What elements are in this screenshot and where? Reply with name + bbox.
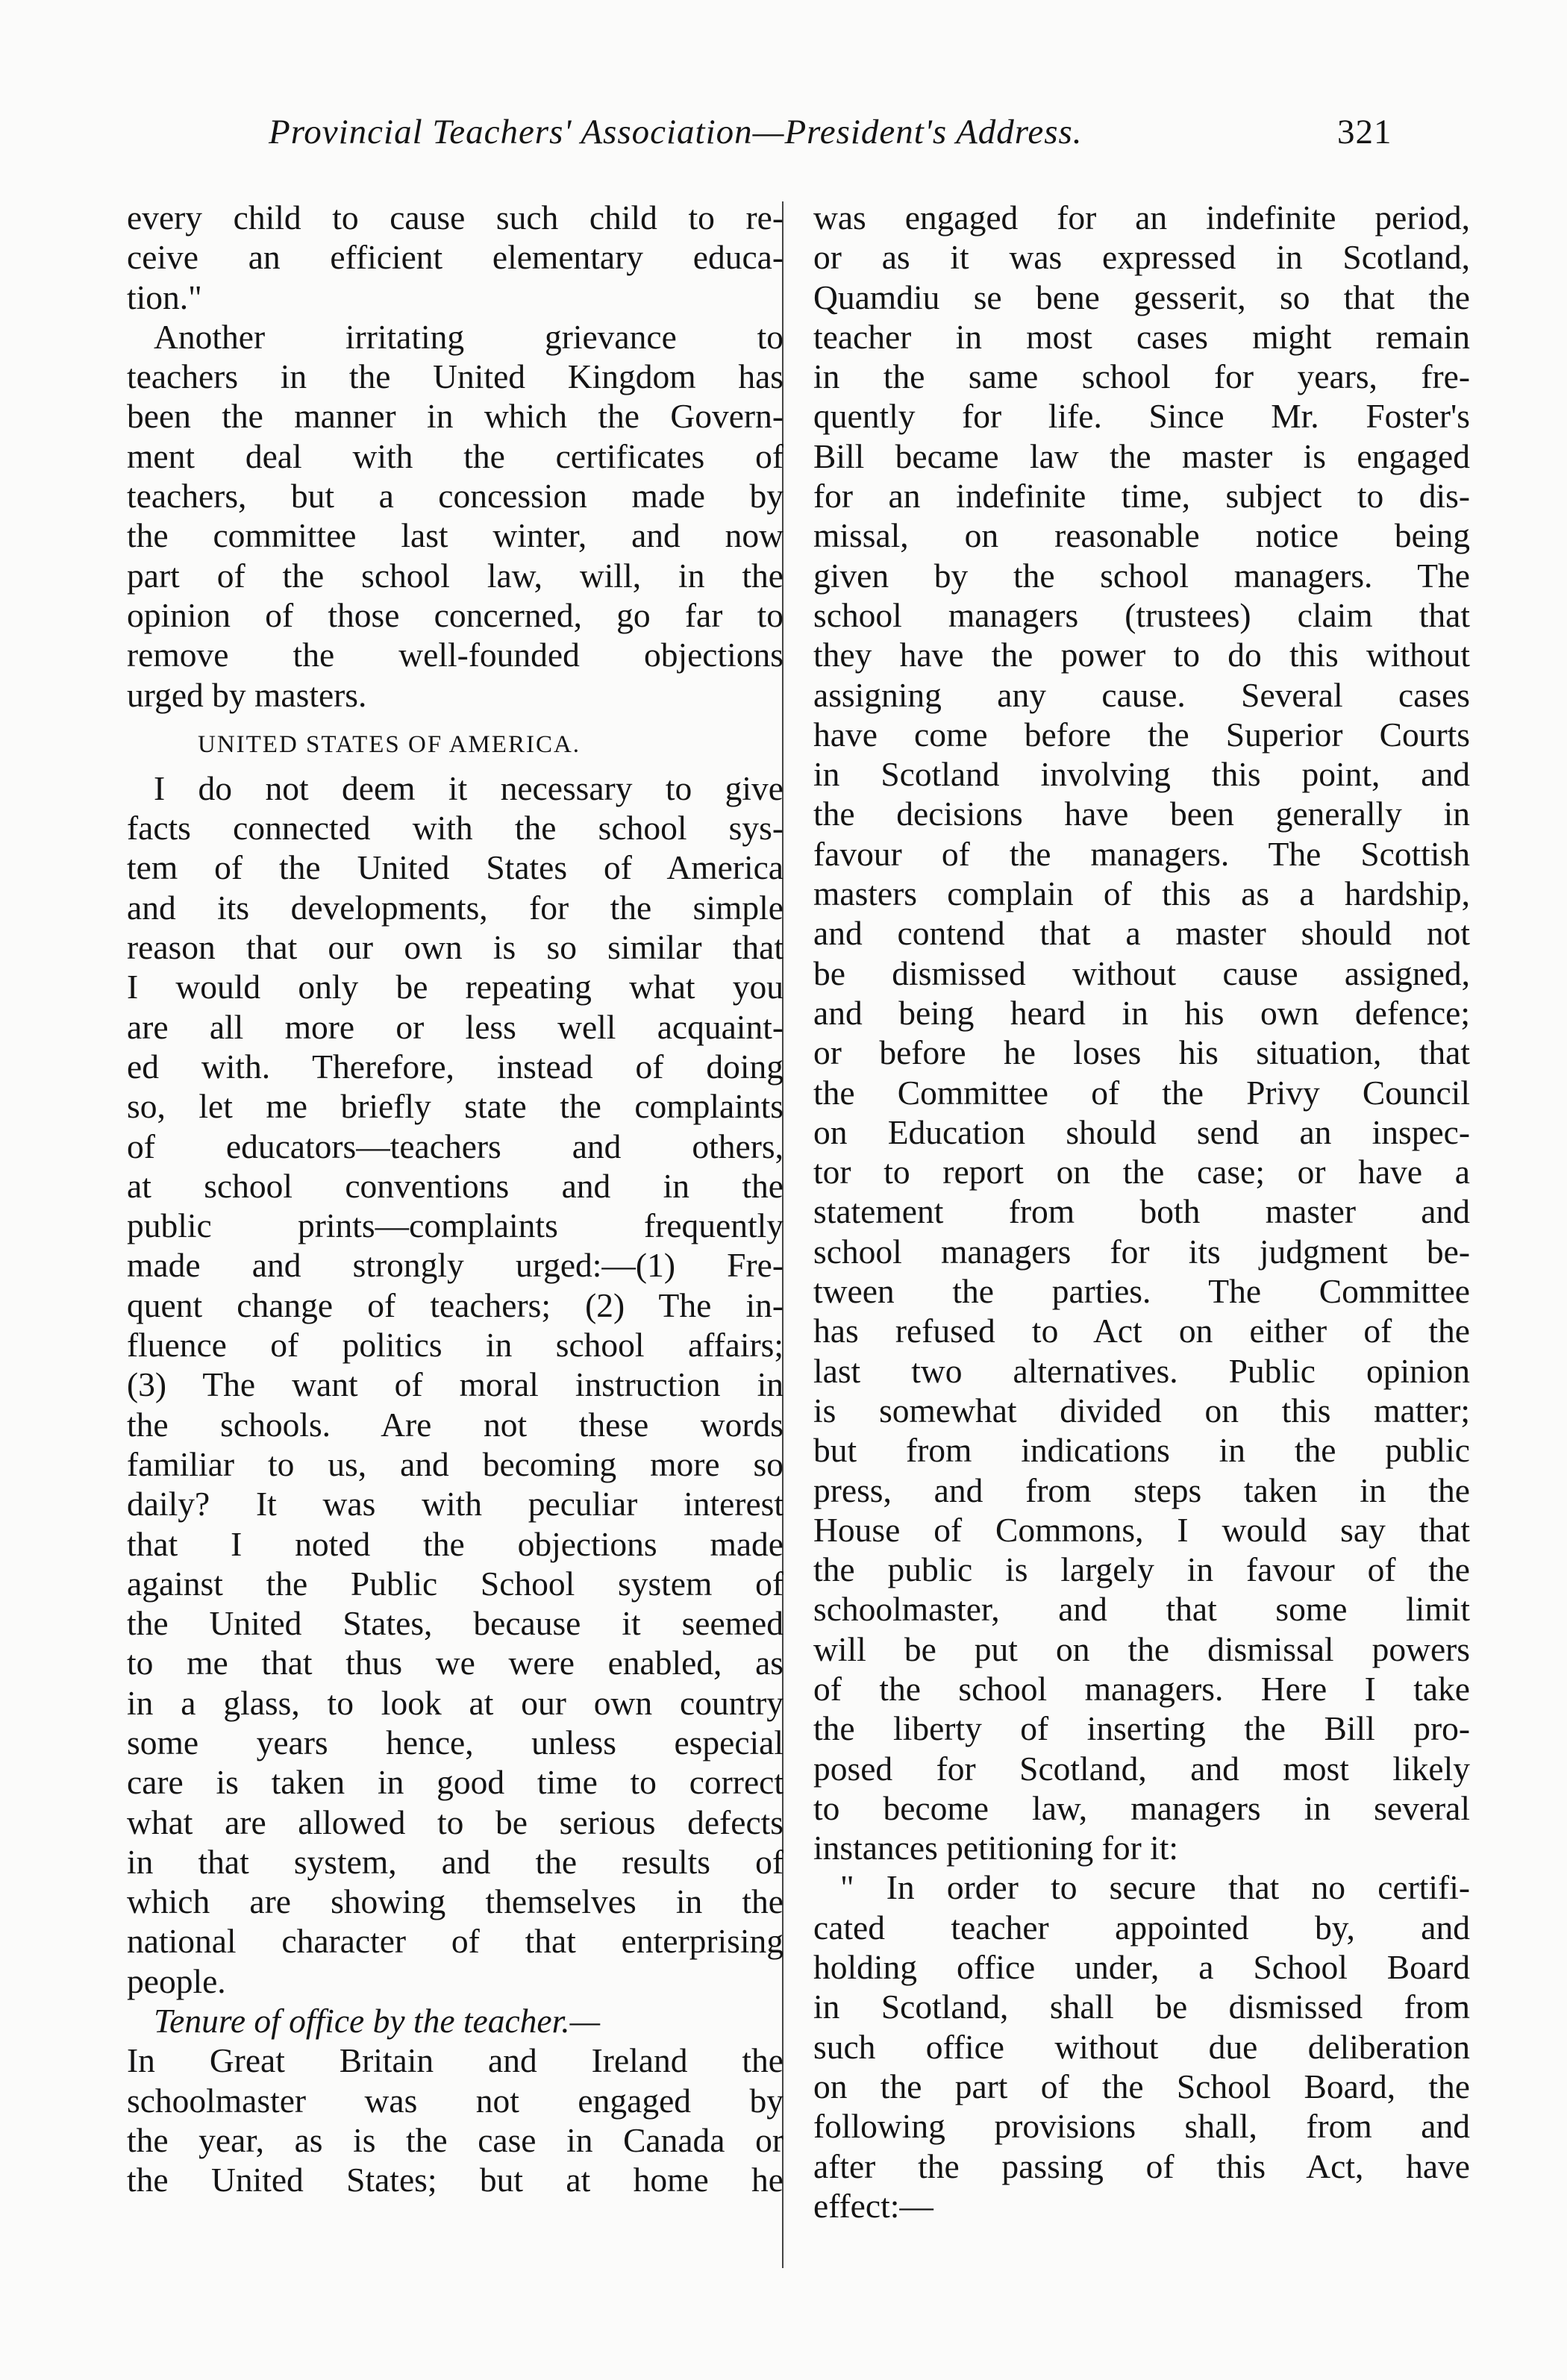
text-line: schoolmaster was not engaged by (127, 2081, 784, 2120)
text-line: the liberty of inserting the Bill pro- (813, 1709, 1470, 1748)
text-line: and its developments, for the simple (127, 888, 784, 927)
text-line: statement from both master and (813, 1192, 1470, 1231)
text-line: at school conventions and in the (127, 1166, 784, 1205)
text-line: every child to cause such child to re- (127, 198, 784, 237)
text-line: daily? It was with peculiar interest (127, 1485, 784, 1523)
text-line: in a glass, to look at our own country (127, 1683, 784, 1722)
text-line: school managers (trustees) claim that (813, 595, 1470, 634)
text-line: of educators—teachers and others, (127, 1127, 784, 1165)
text-line: tion." (127, 278, 202, 316)
text-line: so, let me briefly state the complaints (127, 1087, 784, 1126)
text-line: masters complain of this as a hardship, (813, 874, 1470, 913)
text-line: public prints—complaints frequently (127, 1206, 784, 1245)
page-number: 321 (1337, 113, 1392, 151)
tenure-heading: Tenure of office by the teacher.— (154, 2002, 601, 2041)
text-line: Bill became law the master is engaged (813, 436, 1470, 475)
text-line: schoolmaster, and that some limit (813, 1590, 1470, 1629)
text-line: Another irritating grievance to (154, 317, 784, 356)
text-line: urged by masters. (127, 675, 367, 714)
text-line: and contend that a master should not (813, 914, 1470, 953)
text-line: are all more or less well acquaint- (127, 1007, 784, 1046)
text-line: tween the parties. The Committee (813, 1272, 1470, 1311)
right-column (813, 198, 1470, 2226)
text-line: in the same school for years, fre- (813, 357, 1470, 396)
text-line: has refused to Act on either of the (813, 1312, 1470, 1350)
text-line: missal, on reasonable notice being (813, 516, 1470, 555)
text-line: care is taken in good time to correct (127, 1763, 784, 1802)
text-line: national character of that enterprising (127, 1922, 784, 1961)
text-line: school managers for its judgment be- (813, 1232, 1470, 1271)
text-line: or as it was expressed in Scotland, (813, 238, 1470, 277)
text-line: the year, as is the case in Canada or (127, 2120, 784, 2159)
text-line: following provisions shall, from and (813, 2107, 1470, 2146)
text-line: familiar to us, and becoming more so (127, 1444, 784, 1483)
running-header (269, 112, 1392, 164)
text-line: have come before the Superior Courts (813, 715, 1470, 754)
text-line: the United States; but at home he (127, 2161, 784, 2199)
text-line: on the part of the School Board, the (813, 2067, 1470, 2105)
text-line: remove the well-founded objections (127, 636, 784, 674)
text-line: in Scotland, shall be dismissed from (813, 1988, 1470, 2026)
text-line: assigning any cause. Several cases (813, 675, 1470, 714)
text-line: Quamdiu se bene gesserit, so that the (813, 278, 1470, 316)
text-line: teacher in most cases might remain (813, 317, 1470, 356)
text-line: of the school managers. Here I take (813, 1669, 1470, 1708)
text-line: " In order to secure that no certifi- (840, 1868, 1470, 1907)
text-line: such office without due deliberation (813, 2027, 1470, 2066)
text-line: to become law, managers in several (813, 1788, 1470, 1827)
text-line: quently for life. Since Mr. Foster's (813, 397, 1470, 436)
text-line: people. (127, 1961, 226, 2000)
text-line: House of Commons, I would say that (813, 1510, 1470, 1549)
text-line: is somewhat divided on this matter; (813, 1391, 1470, 1429)
text-line: tor to report on the case; or have a (813, 1153, 1470, 1191)
text-line: but from indications in the public (813, 1431, 1470, 1470)
section-heading: UNITED STATES OF AMERICA. (198, 730, 581, 758)
text-line: what are allowed to be serious defects (127, 1803, 784, 1841)
text-line: instances petitioning for it: (813, 1829, 1179, 1867)
text-line: tem of the United States of America (127, 848, 784, 887)
text-line: after the passing of this Act, have (813, 2146, 1470, 2185)
text-line: some years hence, unless especial (127, 1723, 784, 1761)
text-line: opinion of those concerned, go far to (127, 595, 784, 634)
text-line: or before he loses his situation, that (813, 1033, 1470, 1072)
text-line: I would only be repeating what you (127, 968, 784, 1006)
text-line: the schools. Are not these words (127, 1405, 784, 1444)
text-line: facts connected with the school sys- (127, 809, 784, 848)
text-line: teachers, but a concession made by (127, 477, 784, 516)
text-line: quent change of teachers; (2) The in- (127, 1285, 784, 1324)
text-line: that I noted the objections made (127, 1524, 784, 1563)
text-line: cated teacher appointed by, and (813, 1908, 1470, 1947)
text-line: against the Public School system of (127, 1564, 784, 1603)
text-line: posed for Scotland, and most likely (813, 1749, 1470, 1788)
text-line: which are showing themselves in the (127, 1882, 784, 1921)
text-line: fluence of politics in school affairs; (127, 1326, 784, 1365)
text-line: was engaged for an indefinite period, (813, 198, 1470, 237)
text-line: last two alternatives. Public opinion (813, 1351, 1470, 1390)
text-line: part of the school law, will, in the (127, 556, 784, 595)
text-line: given by the school managers. The (813, 556, 1470, 595)
text-line: the public is largely in favour of the (813, 1550, 1470, 1589)
text-line: on Education should send an inspec- (813, 1112, 1470, 1151)
text-line: ment deal with the certificates of (127, 436, 784, 475)
text-line: will be put on the dismissal powers (813, 1629, 1470, 1668)
text-line: be dismissed without cause assigned, (813, 953, 1470, 992)
text-line: made and strongly urged:—(1) Fre- (127, 1246, 784, 1285)
text-line: they have the power to do this without (813, 636, 1470, 674)
text-line: I do not deem it necessary to give (154, 768, 784, 807)
text-line: for an indefinite time, subject to dis- (813, 477, 1470, 516)
text-line: in Scotland involving this point, and (813, 755, 1470, 794)
text-line: the Committee of the Privy Council (813, 1073, 1470, 1112)
running-title: Provincial Teachers' Association—President's Address. (269, 113, 1083, 151)
text-line: (3) The want of moral instruction in (127, 1365, 784, 1404)
text-line: teachers in the United Kingdom has (127, 357, 784, 396)
text-line: the decisions have been generally in (813, 795, 1470, 833)
text-line: been the manner in which the Govern- (127, 397, 784, 436)
text-line: and being heard in his own defence; (813, 993, 1470, 1032)
text-line: to me that thus we were enabled, as (127, 1644, 784, 1682)
text-line: in that system, and the results of (127, 1842, 784, 1881)
text-line: In Great Britain and Ireland the (127, 2041, 784, 2080)
text-line: the United States, because it seemed (127, 1604, 784, 1643)
text-line: effect:— (813, 2186, 933, 2225)
text-line: reason that our own is so similar that (127, 928, 784, 967)
text-line: ceive an efficient elementary educa- (127, 238, 784, 277)
text-line: press, and from steps taken in the (813, 1471, 1470, 1509)
text-line: favour of the managers. The Scottish (813, 834, 1470, 873)
text-line: the committee last winter, and now (127, 516, 784, 555)
text-line: ed with. Therefore, instead of doing (127, 1047, 784, 1086)
text-line: holding office under, a School Board (813, 1948, 1470, 1987)
left-column (127, 198, 784, 2200)
